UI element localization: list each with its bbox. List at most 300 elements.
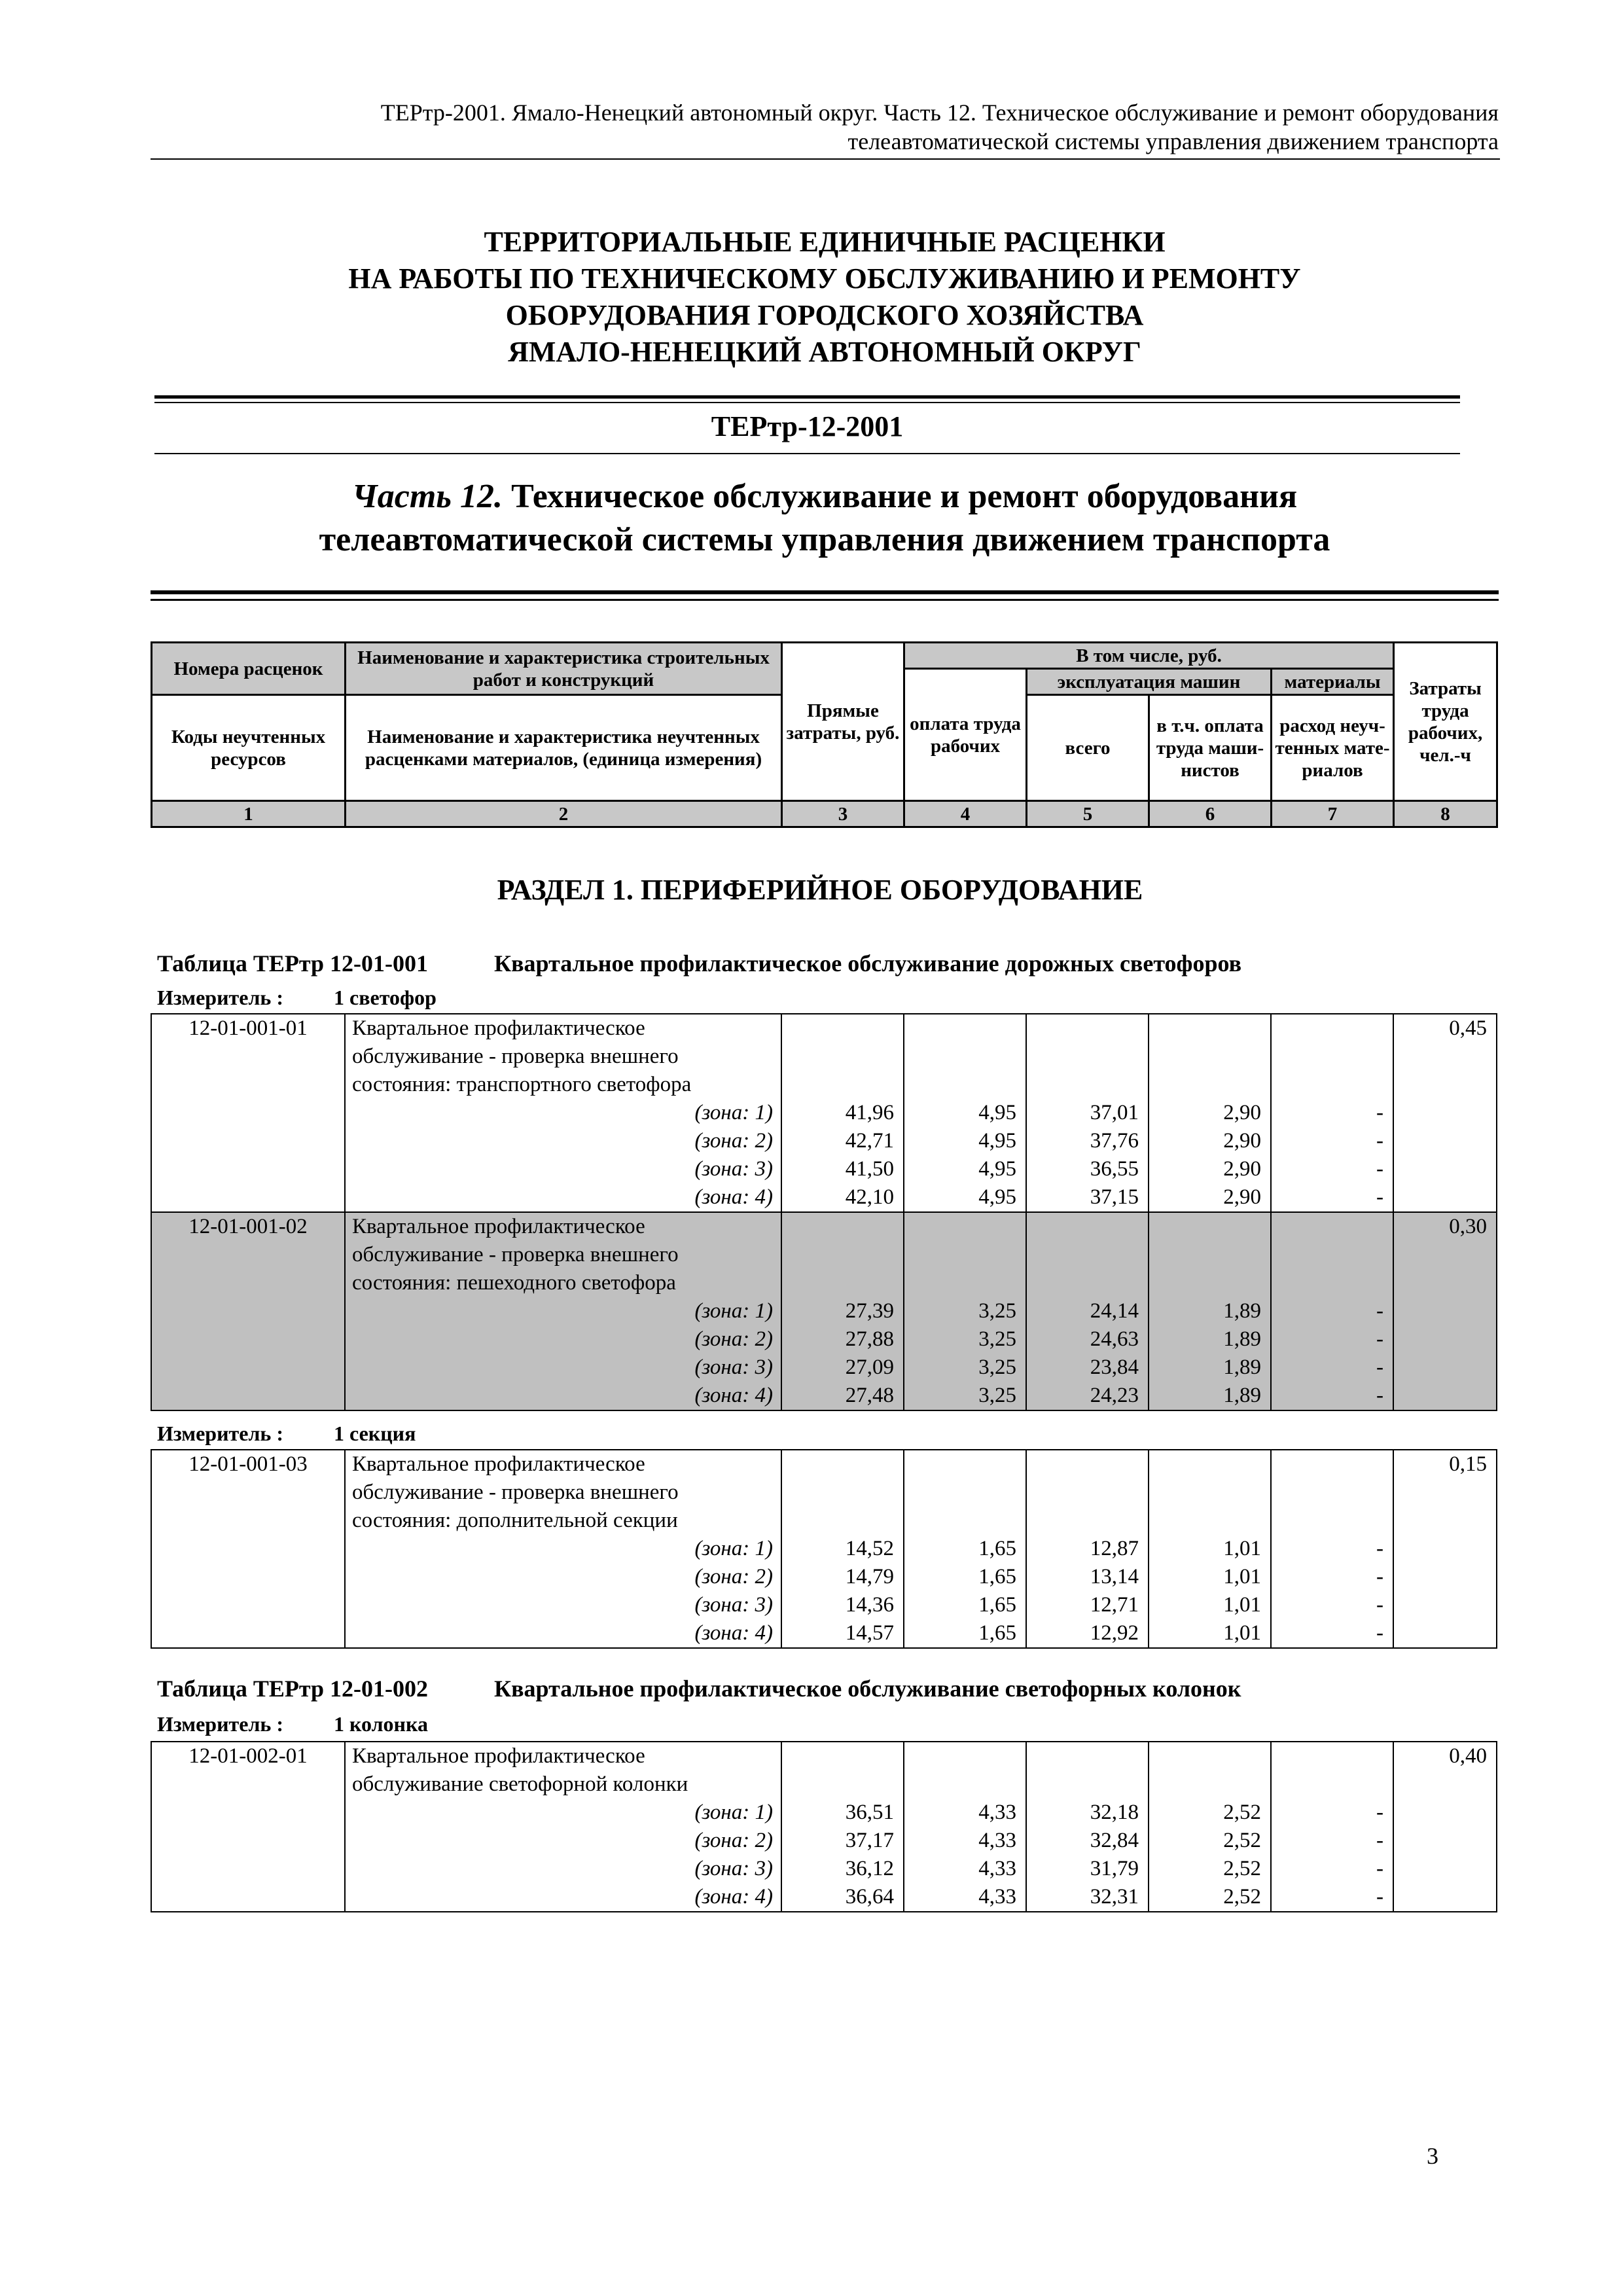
table-row: [151, 1479, 1497, 1507]
materials-value: -: [1271, 1535, 1393, 1563]
machinist-pay-value: 1,01: [1149, 1535, 1271, 1563]
column-number: 4: [904, 801, 1027, 827]
empty-cell: [904, 1479, 1026, 1507]
worker-pay-value: 3,25: [904, 1354, 1026, 1382]
empty-cell: [151, 1382, 345, 1410]
machinist-pay-value: 1,01: [1149, 1619, 1271, 1648]
running-header-line2: телеавтоматической системы управления движением транспорта: [847, 128, 1499, 154]
machinist-pay-value: 2,52: [1149, 1799, 1271, 1827]
materials-value: -: [1271, 1325, 1393, 1354]
title-line-2: НА РАБОТЫ ПО ТЕХНИЧЕСКОМУ ОБСЛУЖИВАНИЮ И РЕМОНТУ: [348, 262, 1301, 295]
table-row: [151, 1241, 1497, 1269]
zone-label: (зона: 2): [345, 1827, 781, 1855]
labor-costs-value: 0,30: [1393, 1212, 1497, 1241]
machinist-pay-value: 1,01: [1149, 1563, 1271, 1591]
machines-total-value: 31,79: [1026, 1855, 1149, 1883]
machinist-pay-value: 2,52: [1149, 1855, 1271, 1883]
empty-cell: [1393, 1827, 1497, 1855]
empty-cell: [781, 1450, 904, 1479]
work-name-line: обслуживание - проверка внешнего: [345, 1241, 781, 1269]
direct-costs-value: 42,10: [781, 1183, 904, 1212]
document-title: [151, 224, 1499, 370]
machinist-pay-value: 2,52: [1149, 1883, 1271, 1912]
column-number: 7: [1272, 801, 1394, 827]
table1-caption: [157, 949, 1241, 978]
empty-cell: [1271, 1770, 1393, 1799]
direct-costs-value: 14,52: [781, 1535, 904, 1563]
rates-table-1a: [151, 1013, 1497, 1411]
empty-cell: [1271, 1479, 1393, 1507]
materials-value: -: [1271, 1382, 1393, 1410]
column-number: 8: [1394, 801, 1497, 827]
direct-costs-value: 27,48: [781, 1382, 904, 1410]
machines-total-value: 13,14: [1026, 1563, 1149, 1591]
work-name-line: состояния: дополнительной секции: [345, 1507, 781, 1535]
table-row: [151, 1354, 1497, 1382]
table-row: [151, 1212, 1497, 1241]
direct-costs-value: 14,57: [781, 1619, 904, 1648]
empty-cell: [781, 1241, 904, 1269]
materials-value: -: [1271, 1563, 1393, 1591]
work-name-line: Квартальное профилактическое: [345, 1014, 781, 1043]
measure-label: Измеритель :: [157, 1712, 283, 1736]
table-row: [151, 1770, 1497, 1799]
empty-cell: [1393, 1127, 1497, 1155]
work-name-line: обслуживание светофорной колонки: [345, 1770, 781, 1799]
worker-pay-value: 4,33: [904, 1883, 1026, 1912]
empty-cell: [1026, 1269, 1149, 1297]
empty-cell: [1393, 1241, 1497, 1269]
table2-caption: [157, 1674, 1241, 1703]
empty-cell: [151, 1827, 345, 1855]
empty-cell: [151, 1591, 345, 1619]
measure-label: Измеритель :: [157, 986, 283, 1009]
machinist-pay-value: 1,01: [1149, 1591, 1271, 1619]
measure-value: 1 секция: [334, 1422, 416, 1445]
machinist-pay-value: 1,89: [1149, 1325, 1271, 1354]
section-title: РАЗДЕЛ 1. ПЕРИФЕРИЙНОЕ ОБОРУДОВАНИЕ: [497, 874, 1143, 906]
machines-total-value: 23,84: [1026, 1354, 1149, 1382]
empty-cell: [1149, 1241, 1271, 1269]
empty-cell: [1393, 1071, 1497, 1099]
table2-title: Квартальное профилактическое обслуживание светофорных колонок: [494, 1676, 1241, 1702]
empty-cell: [1149, 1742, 1271, 1770]
worker-pay-value: 4,95: [904, 1183, 1026, 1212]
machinist-pay-value: 2,52: [1149, 1827, 1271, 1855]
materials-value: -: [1271, 1099, 1393, 1127]
labor-costs-value: 0,45: [1393, 1014, 1497, 1043]
column-header-table: [151, 641, 1498, 828]
column-number: 1: [152, 801, 346, 827]
direct-costs-value: 14,36: [781, 1591, 904, 1619]
part-divider-thin: [151, 599, 1499, 601]
empty-cell: [151, 1799, 345, 1827]
work-name-line: Квартальное профилактическое: [345, 1450, 781, 1479]
empty-cell: [1149, 1043, 1271, 1071]
machines-total-value: 36,55: [1026, 1155, 1149, 1183]
empty-cell: [1393, 1507, 1497, 1535]
materials-value: -: [1271, 1591, 1393, 1619]
column-number: 3: [782, 801, 904, 827]
materials-value: -: [1271, 1354, 1393, 1382]
materials-value: -: [1271, 1799, 1393, 1827]
empty-cell: [151, 1071, 345, 1099]
materials-value: -: [1271, 1619, 1393, 1648]
header-material-name: Наименование и характеристика неучтенных расценками материалов, (единица измерения): [346, 695, 782, 801]
machinist-pay-value: 2,90: [1149, 1099, 1271, 1127]
header-material-consumption: расход неуч-тенных мате-риалов: [1272, 695, 1394, 801]
empty-cell: [1026, 1014, 1149, 1043]
machinist-pay-value: 1,89: [1149, 1354, 1271, 1382]
zone-label: (зона: 3): [345, 1591, 781, 1619]
empty-cell: [151, 1127, 345, 1155]
empty-cell: [1393, 1183, 1497, 1212]
materials-value: -: [1271, 1827, 1393, 1855]
column-number: 5: [1027, 801, 1149, 827]
running-header-line1: ТЕРтр-2001. Ямало-Ненецкий автономный округ. Часть 12. Техническое обслуживание и ремонт оборудования: [380, 99, 1499, 126]
empty-cell: [781, 1014, 904, 1043]
machines-total-value: 24,23: [1026, 1382, 1149, 1410]
empty-cell: [904, 1770, 1026, 1799]
zone-label: (зона: 2): [345, 1325, 781, 1354]
labor-costs-value: 0,40: [1393, 1742, 1497, 1770]
header-materials: материалы: [1272, 669, 1394, 695]
empty-cell: [1271, 1043, 1393, 1071]
empty-cell: [1149, 1269, 1271, 1297]
empty-cell: [151, 1563, 345, 1591]
header-labor-costs: Затраты труда рабочих, чел.-ч: [1394, 643, 1497, 801]
work-name-line: состояния: пешеходного светофора: [345, 1269, 781, 1297]
rates-table-2: [151, 1741, 1497, 1912]
header-including: В том числе, руб.: [904, 643, 1394, 669]
table-row: [151, 1155, 1497, 1183]
materials-value: -: [1271, 1855, 1393, 1883]
header-direct-costs: Прямые затраты, руб.: [782, 643, 904, 801]
page-number: 3: [1427, 2143, 1438, 2169]
empty-cell: [904, 1043, 1026, 1071]
machines-total-value: 37,15: [1026, 1183, 1149, 1212]
empty-cell: [781, 1479, 904, 1507]
empty-cell: [1271, 1742, 1393, 1770]
table-row: [151, 1269, 1497, 1297]
empty-cell: [1149, 1507, 1271, 1535]
machines-total-value: 37,01: [1026, 1099, 1149, 1127]
machines-total-value: 12,92: [1026, 1619, 1149, 1648]
table-row: [151, 1099, 1497, 1127]
part-title-line2: телеавтоматической системы управления движением транспорта: [319, 521, 1330, 558]
work-name-line: Квартальное профилактическое: [345, 1212, 781, 1241]
empty-cell: [1026, 1770, 1149, 1799]
part-label: Часть 12.: [351, 478, 503, 515]
empty-cell: [781, 1507, 904, 1535]
empty-cell: [1149, 1450, 1271, 1479]
work-name-line: Квартальное профилактическое: [345, 1742, 781, 1770]
empty-cell: [151, 1883, 345, 1912]
rate-code: 12-01-001-01: [151, 1014, 345, 1043]
empty-cell: [904, 1014, 1026, 1043]
machines-total-value: 24,63: [1026, 1325, 1149, 1354]
table-row: [151, 1382, 1497, 1410]
empty-cell: [904, 1450, 1026, 1479]
column-number: 2: [346, 801, 782, 827]
empty-cell: [1393, 1479, 1497, 1507]
empty-cell: [151, 1269, 345, 1297]
direct-costs-value: 27,88: [781, 1325, 904, 1354]
empty-cell: [781, 1269, 904, 1297]
worker-pay-value: 3,25: [904, 1325, 1026, 1354]
empty-cell: [904, 1212, 1026, 1241]
direct-costs-value: 41,96: [781, 1099, 904, 1127]
empty-cell: [1393, 1563, 1497, 1591]
empty-cell: [1026, 1479, 1149, 1507]
table2-number: Таблица ТЕРтр 12-01-002: [157, 1676, 429, 1702]
worker-pay-value: 1,65: [904, 1535, 1026, 1563]
machines-total-value: 32,18: [1026, 1799, 1149, 1827]
empty-cell: [1026, 1212, 1149, 1241]
machinist-pay-value: 2,90: [1149, 1155, 1271, 1183]
empty-cell: [1149, 1770, 1271, 1799]
table-row: [151, 1450, 1497, 1479]
empty-cell: [151, 1354, 345, 1382]
empty-cell: [151, 1325, 345, 1354]
empty-cell: [151, 1297, 345, 1325]
empty-cell: [781, 1043, 904, 1071]
empty-cell: [1393, 1770, 1497, 1799]
rate-code: 12-01-002-01: [151, 1742, 345, 1770]
machinist-pay-value: 2,90: [1149, 1127, 1271, 1155]
zone-label: (зона: 4): [345, 1619, 781, 1648]
measure-label: Измеритель :: [157, 1422, 283, 1445]
zone-label: (зона: 4): [345, 1382, 781, 1410]
empty-cell: [1271, 1450, 1393, 1479]
running-header: [151, 98, 1499, 156]
empty-cell: [1393, 1799, 1497, 1827]
empty-cell: [904, 1071, 1026, 1099]
direct-costs-value: 14,79: [781, 1563, 904, 1591]
part-title: [151, 475, 1499, 562]
header-worker-pay: оплата труда рабочих: [904, 669, 1027, 801]
machines-total-value: 32,84: [1026, 1827, 1149, 1855]
zone-label: (зона: 1): [345, 1799, 781, 1827]
empty-cell: [151, 1099, 345, 1127]
materials-value: -: [1271, 1297, 1393, 1325]
table-row: [151, 1014, 1497, 1043]
empty-cell: [151, 1535, 345, 1563]
empty-cell: [1393, 1325, 1497, 1354]
empty-cell: [151, 1479, 345, 1507]
empty-cell: [1393, 1354, 1497, 1382]
empty-cell: [1393, 1297, 1497, 1325]
direct-costs-value: 27,39: [781, 1297, 904, 1325]
zone-label: (зона: 3): [345, 1155, 781, 1183]
part-divider-thick: [151, 590, 1499, 594]
machines-total-value: 12,87: [1026, 1535, 1149, 1563]
empty-cell: [1026, 1742, 1149, 1770]
machines-total-value: 32,31: [1026, 1883, 1149, 1912]
empty-cell: [1271, 1507, 1393, 1535]
empty-cell: [151, 1183, 345, 1212]
table-row: [151, 1071, 1497, 1099]
machines-total-value: 37,76: [1026, 1127, 1149, 1155]
machinist-pay-value: 2,90: [1149, 1183, 1271, 1212]
table-row: [151, 1325, 1497, 1354]
empty-cell: [1271, 1241, 1393, 1269]
rate-code: 12-01-001-03: [151, 1450, 345, 1479]
empty-cell: [1026, 1071, 1149, 1099]
empty-cell: [781, 1770, 904, 1799]
measure-value: 1 светофор: [334, 986, 437, 1009]
header-machines-total: всего: [1027, 695, 1149, 801]
direct-costs-value: 27,09: [781, 1354, 904, 1382]
empty-cell: [904, 1507, 1026, 1535]
zone-label: (зона: 2): [345, 1127, 781, 1155]
empty-cell: [1149, 1014, 1271, 1043]
empty-cell: [151, 1619, 345, 1648]
empty-cell: [904, 1269, 1026, 1297]
empty-cell: [1149, 1479, 1271, 1507]
empty-cell: [1271, 1014, 1393, 1043]
zone-label: (зона: 4): [345, 1183, 781, 1212]
table1-measure: [157, 984, 437, 1011]
work-name-line: обслуживание - проверка внешнего: [345, 1479, 781, 1507]
header-work-name: Наименование и характеристика строительных работ и конструкций: [346, 643, 782, 695]
empty-cell: [1026, 1241, 1149, 1269]
empty-cell: [1393, 1855, 1497, 1883]
empty-cell: [1026, 1043, 1149, 1071]
table-row: [151, 1507, 1497, 1535]
title-line-3: ОБОРУДОВАНИЯ ГОРОДСКОГО ХОЗЯЙСТВА: [505, 299, 1144, 331]
empty-cell: [1393, 1099, 1497, 1127]
header-machinist-pay: в т.ч. оплата труда маши-нистов: [1149, 695, 1272, 801]
work-name-line: состояния: транспортного светофора: [345, 1071, 781, 1099]
empty-cell: [1149, 1071, 1271, 1099]
table-row: [151, 1183, 1497, 1212]
materials-value: -: [1271, 1155, 1393, 1183]
title-line-1: ТЕРРИТОРИАЛЬНЫЕ ЕДИНИЧНЫЕ РАСЦЕНКИ: [484, 226, 1166, 258]
empty-cell: [1393, 1535, 1497, 1563]
direct-costs-value: 41,50: [781, 1155, 904, 1183]
table1-measure-2: [157, 1420, 416, 1446]
table-row: [151, 1127, 1497, 1155]
empty-cell: [1393, 1619, 1497, 1648]
empty-cell: [151, 1043, 345, 1071]
rate-code: 12-01-001-02: [151, 1212, 345, 1241]
zone-label: (зона: 2): [345, 1563, 781, 1591]
worker-pay-value: 1,65: [904, 1619, 1026, 1648]
table1-title: Квартальное профилактическое обслуживание дорожных светофоров: [494, 950, 1242, 977]
table-row: [151, 1855, 1497, 1883]
header-rate-numbers: Номера расценок: [152, 643, 346, 695]
zone-label: (зона: 1): [345, 1099, 781, 1127]
machinist-pay-value: 1,89: [1149, 1297, 1271, 1325]
empty-cell: [781, 1742, 904, 1770]
header-divider: [151, 158, 1500, 160]
document-code: ТЕРтр-12-2001: [711, 410, 904, 442]
title-line-4: ЯМАЛО-НЕНЕЦКИЙ АВТОНОМНЫЙ ОКРУГ: [508, 336, 1141, 368]
empty-cell: [151, 1241, 345, 1269]
empty-cell: [1393, 1155, 1497, 1183]
work-name-line: обслуживание - проверка внешнего: [345, 1043, 781, 1071]
empty-cell: [151, 1855, 345, 1883]
table1-number: Таблица ТЕРтр 12-01-001: [157, 950, 429, 977]
table-row: [151, 1799, 1497, 1827]
table-row: [151, 1883, 1497, 1912]
worker-pay-value: 4,95: [904, 1127, 1026, 1155]
table-row: [151, 1827, 1497, 1855]
empty-cell: [1149, 1212, 1271, 1241]
labor-costs-value: 0,15: [1393, 1450, 1497, 1479]
worker-pay-value: 4,95: [904, 1099, 1026, 1127]
empty-cell: [904, 1241, 1026, 1269]
zone-label: (зона: 1): [345, 1297, 781, 1325]
table-row: [151, 1619, 1497, 1648]
zone-label: (зона: 3): [345, 1354, 781, 1382]
empty-cell: [151, 1770, 345, 1799]
empty-cell: [1026, 1450, 1149, 1479]
worker-pay-value: 3,25: [904, 1382, 1026, 1410]
empty-cell: [1271, 1071, 1393, 1099]
direct-costs-value: 42,71: [781, 1127, 904, 1155]
table2-measure: [157, 1711, 428, 1737]
empty-cell: [1393, 1269, 1497, 1297]
column-number: 6: [1149, 801, 1272, 827]
title-divider: [154, 395, 1460, 403]
header-resource-codes: Коды неучтенных ресурсов: [152, 695, 346, 801]
zone-label: (зона: 4): [345, 1883, 781, 1912]
table-row: [151, 1043, 1497, 1071]
rates-table-1b: [151, 1449, 1497, 1649]
direct-costs-value: 36,64: [781, 1883, 904, 1912]
direct-costs-value: 37,17: [781, 1827, 904, 1855]
table-row: [151, 1535, 1497, 1563]
machines-total-value: 12,71: [1026, 1591, 1149, 1619]
empty-cell: [1393, 1043, 1497, 1071]
empty-cell: [1271, 1269, 1393, 1297]
worker-pay-value: 4,33: [904, 1799, 1026, 1827]
empty-cell: [1393, 1883, 1497, 1912]
measure-value: 1 колонка: [334, 1712, 428, 1736]
machines-total-value: 24,14: [1026, 1297, 1149, 1325]
worker-pay-value: 1,65: [904, 1591, 1026, 1619]
zone-label: (зона: 3): [345, 1855, 781, 1883]
code-divider: [154, 453, 1460, 454]
empty-cell: [151, 1507, 345, 1535]
empty-cell: [1271, 1212, 1393, 1241]
worker-pay-value: 4,33: [904, 1827, 1026, 1855]
empty-cell: [1393, 1382, 1497, 1410]
table-row: [151, 1297, 1497, 1325]
worker-pay-value: 1,65: [904, 1563, 1026, 1591]
materials-value: -: [1271, 1183, 1393, 1212]
worker-pay-value: 4,95: [904, 1155, 1026, 1183]
zone-label: (зона: 1): [345, 1535, 781, 1563]
empty-cell: [1026, 1507, 1149, 1535]
direct-costs-value: 36,51: [781, 1799, 904, 1827]
worker-pay-value: 3,25: [904, 1297, 1026, 1325]
empty-cell: [1393, 1591, 1497, 1619]
worker-pay-value: 4,33: [904, 1855, 1026, 1883]
table-row: [151, 1591, 1497, 1619]
empty-cell: [781, 1212, 904, 1241]
empty-cell: [781, 1071, 904, 1099]
header-machine-operation: эксплуатация машин: [1027, 669, 1272, 695]
direct-costs-value: 36,12: [781, 1855, 904, 1883]
empty-cell: [151, 1155, 345, 1183]
materials-value: -: [1271, 1127, 1393, 1155]
part-title-line1: Техническое обслуживание и ремонт оборудования: [511, 478, 1298, 515]
materials-value: -: [1271, 1883, 1393, 1912]
table-row: [151, 1742, 1497, 1770]
